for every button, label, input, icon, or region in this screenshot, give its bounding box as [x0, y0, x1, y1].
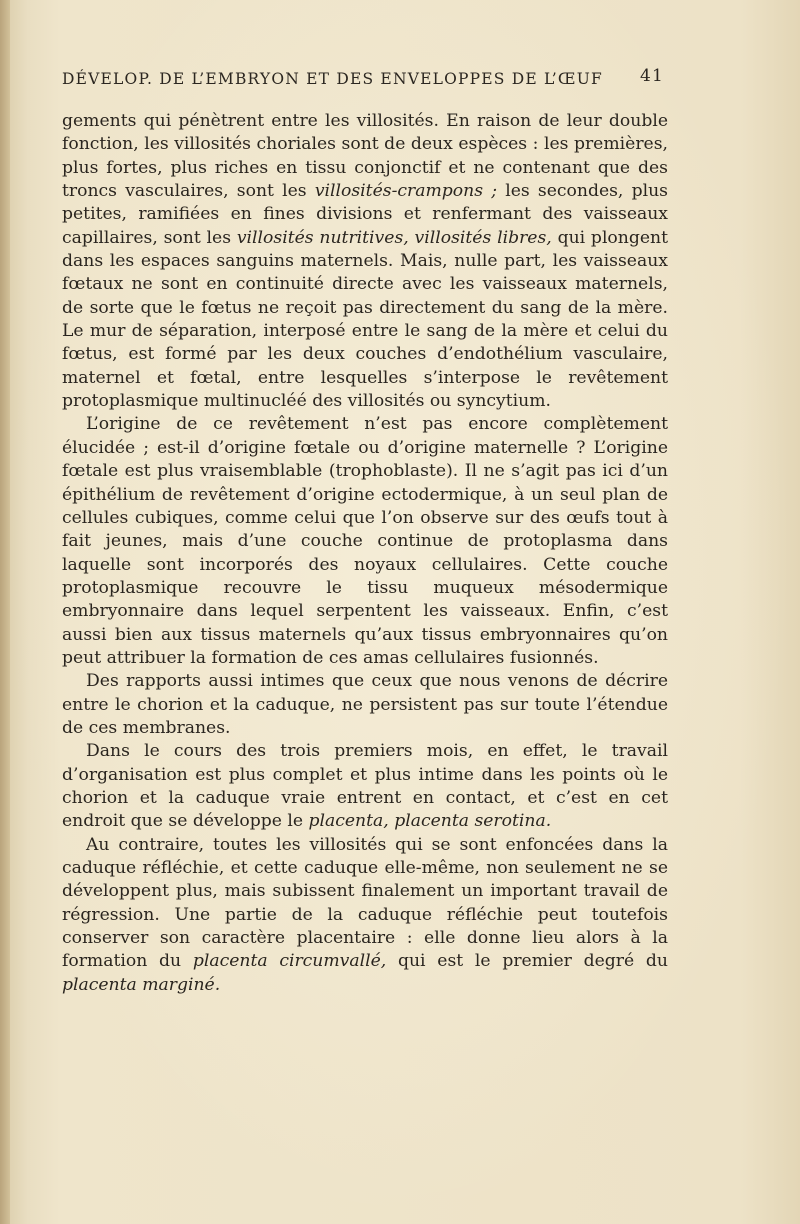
page-number: 41	[640, 66, 665, 86]
text-span: gements qui pénètrent entre les villosités. En raison de leur double fonction, les villosités choriales sont de deux espèces : les premières, plus fortes, plus riches en tissu conjonctif et ne contenant que des troncs vasculaires, sont les	[62, 111, 668, 202]
page-header	[62, 66, 665, 94]
paragraph-4	[62, 740, 668, 833]
italic-term: villosités-crampons ;	[314, 181, 498, 202]
running-head: DÉVELOP. DE L’EMBRYON ET DES ENVELOPPES DE L’ŒUF	[62, 70, 603, 88]
text-span: Des rapports aussi intimes que ceux que nous venons de décrire entre le chorion et la caduque, ne persistent pas sur toute l’étendue de ces membranes.	[62, 671, 668, 738]
italic-term: villosités nutritives, villosités libres,	[236, 227, 552, 248]
italic-term: placenta circumvallé,	[192, 951, 387, 972]
text-span: qui est le premier degré du	[386, 951, 668, 972]
body-text	[62, 110, 668, 997]
paragraph-3	[62, 670, 668, 740]
paragraph-1	[62, 110, 668, 413]
text-span: Au contraire, toutes les villosités qui se sont enfoncées dans la caduque réfléchie, et cette caduque elle-même, non seulement ne se développent plus, mais subissent finalement un important travail de régression. Une partie de la caduque réfléchie peut toutefois conserver son caractère placentaire : elle donne lieu alors à la formation du	[62, 834, 668, 972]
paragraph-2	[62, 413, 668, 670]
text-span: L’origine de ce revêtement n’est pas encore complètement élucidée ; est-il d’origine fœtale ou d’origine maternelle ? L’origine fœtale est plus vraisemblable (trophoblaste). Il ne s’agit pas ici d’un épithélium de revêtement d’origine ectodermique, à un seul plan de cellules cubiques, comme celui que l’on observe sur des œufs tout à fait jeunes, mais d’une couche continue de protoplasma dans laquelle sont incorporés des noyaux cellulaires. Cette couche protoplasmique recouvre le tissu muqueux mésodermique embryonnaire dans lequel serpentent les vaisseaux. Enfin, c’est aussi bien aux tissus maternels qu’aux tissus embryonnaires qu’on peut attribuer la formation de ces amas cellulaires fusionnés.	[62, 414, 668, 668]
paragraph-5	[62, 834, 668, 997]
text-span: qui plongent dans les espaces sanguins maternels. Mais, nulle part, les vaisseaux fœtaux ne sont en continuité directe avec les vaisseaux maternels, de sorte que le fœtus ne reçoit pas directement du sang de la mère. Le mur de séparation, interposé entre le sang de la mère et celui du fœtus, est formé par les deux couches d’endothélium vasculaire, maternel et fœtal, entre lesquelles s’interpose le revêtement protoplasmique multinucléé des villosités ou syncytium.	[62, 227, 669, 412]
text-span: Dans le cours des trois premiers mois, en effet, le travail d’organisation est plus complet et plus intime dans les points où le chorion et la caduque vraie entrent en contact, et c’est en cet endroit que se développe le	[62, 741, 668, 832]
page-spine-shadow	[0, 0, 10, 1224]
text-span: les secondes, plus petites, ramifiées en fines divisions et renfermant des vaisseaux capillaires, sont les	[62, 181, 668, 248]
italic-term: placenta, placenta serotina.	[308, 811, 552, 832]
italic-term: placenta marginé.	[62, 974, 221, 995]
